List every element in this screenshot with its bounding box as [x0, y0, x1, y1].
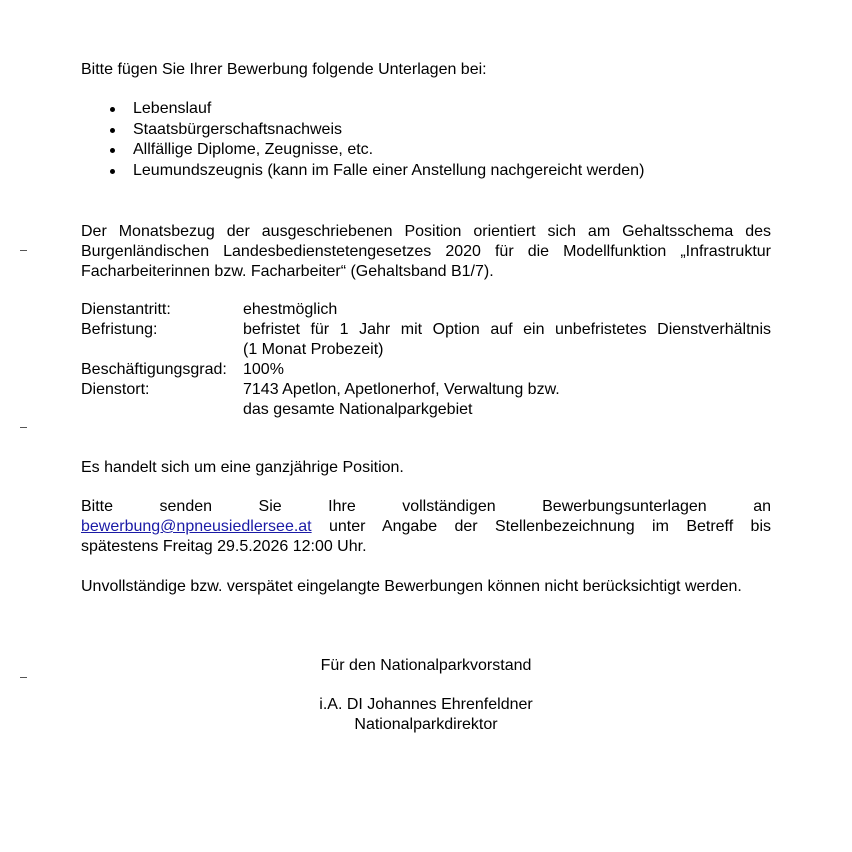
- detail-value-line: das gesamte Nationalparkgebiet: [243, 401, 473, 418]
- detail-value: ehestmöglich: [243, 301, 338, 318]
- detail-label: Befristung:: [81, 321, 158, 338]
- detail-value: [243, 380, 771, 420]
- detail-label: Dienstort:: [81, 381, 150, 398]
- position-details: [81, 300, 771, 420]
- year-round-text: Es handelt sich um eine ganzjährige Position.: [81, 459, 404, 476]
- detail-row-location: [81, 380, 771, 420]
- intro-text: Bitte fügen Sie Ihrer Bewerbung folgende Unterlagen bei:: [81, 61, 487, 78]
- list-item: Allfällige Diplome, Zeugnisse, etc.: [81, 140, 771, 161]
- detail-label: Dienstantritt:: [81, 301, 171, 318]
- signature-title: Nationalparkdirektor: [354, 716, 498, 733]
- detail-value-line: 7143 Apetlon, Apetlonerhof, Verwaltung bzw.: [243, 381, 560, 398]
- send-line: Bitte senden Sie Ihre vollständigen Bewerbungsunterlagen an: [81, 498, 771, 515]
- send-line-text: unter Angabe der Stellenbezeichnung im Betreff bis: [311, 518, 771, 535]
- detail-row-term: [81, 320, 771, 360]
- incomplete-notice: Unvollständige bzw. verspätet eingelangte Bewerbungen können nicht berücksichtigt werden.: [81, 578, 742, 595]
- detail-row-start: [81, 300, 771, 320]
- send-line: spätestens Freitag 29.5.2026 12:00 Uhr.: [81, 538, 367, 555]
- detail-label: Beschäftigungsgrad:: [81, 361, 227, 378]
- detail-value: [243, 320, 771, 360]
- required-documents-list: [81, 99, 771, 181]
- detail-row-employment: [81, 360, 771, 380]
- salary-paragraph: Der Monatsbezug der ausgeschriebenen Position orientiert sich am Gehaltsschema des Burgenländischen Landesbedienstetengesetzes 2020 für die Modellfunktion „Infrastruktur Facharbeiterinnen bzw. Facharbeiter“ (Gehaltsband B1/7).: [81, 223, 771, 280]
- send-application-paragraph: [81, 497, 771, 557]
- margin-mark: [20, 427, 27, 428]
- detail-value-line: befristet für 1 Jahr mit Option auf ein unbefristetes Dienstverhältnis: [243, 321, 771, 338]
- list-item: Lebenslauf: [81, 99, 771, 120]
- margin-mark: [20, 677, 27, 678]
- list-item: Leumundszeugnis (kann im Falle einer Anstellung nachgereicht werden): [81, 161, 771, 182]
- margin-mark: [20, 250, 27, 251]
- signature-board: Für den Nationalparkvorstand: [320, 657, 532, 674]
- send-line: [81, 517, 771, 537]
- email-link[interactable]: bewerbung@npneusiedlersee.at: [81, 518, 312, 535]
- detail-value: 100%: [243, 361, 284, 378]
- signature-name: i.A. DI Johannes Ehrenfeldner: [319, 696, 533, 713]
- detail-value-line: (1 Monat Probezeit): [243, 341, 384, 358]
- list-item: Staatsbürgerschaftsnachweis: [81, 120, 771, 141]
